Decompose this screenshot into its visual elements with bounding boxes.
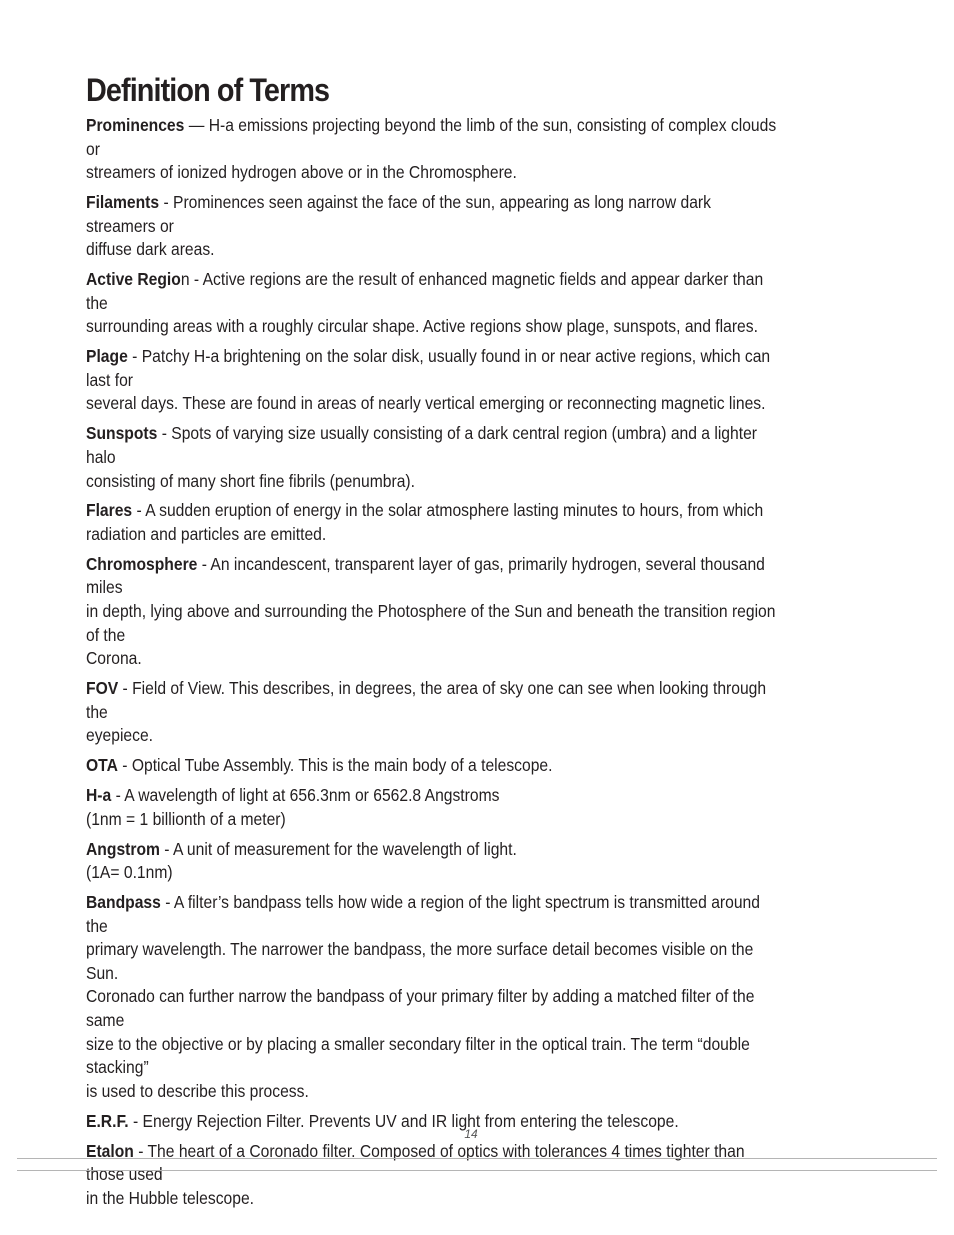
term-ota [86, 754, 778, 778]
terms-list [86, 114, 944, 1217]
term-bandpass [86, 891, 778, 1103]
term-name: Etalon [86, 1140, 134, 1161]
term-definition: - A wavelength of light at 656.3nm or 6562.8 Angstroms (1nm = 1 billionth of a meter) [86, 785, 500, 829]
term-filaments [86, 191, 778, 262]
term-definition: - An incandescent, transparent layer of gas, primarily hydrogen, several thousand miles in depth, lying above and surrounding the Photosphere of the Sun and beneath the transition region of the Corona. [86, 553, 776, 669]
footer-divider [17, 1158, 937, 1159]
term-name: Filaments [86, 192, 160, 213]
term-active-region [86, 268, 778, 339]
term-name: Flares [86, 500, 133, 521]
term-sunspots [86, 422, 778, 493]
term-h-alpha [86, 784, 778, 831]
term-flares [86, 499, 778, 546]
term-definition: — H-a emissions projecting beyond the limb of the sun, consisting of complex clouds or streamers of ionized hydrogen above or in the Chromosphere. [86, 115, 777, 183]
term-definition: - The heart of a Coronado filter. Composed of optics with tolerances 4 times tighter than those used in the Hubble telescope. [86, 1140, 745, 1208]
term-definition: - A sudden eruption of energy in the solar atmosphere lasting minutes to hours, from which radiation and particles are emitted. [86, 500, 764, 544]
term-name: Plage [86, 346, 128, 367]
term-plage [86, 345, 778, 416]
term-name: H-a [86, 785, 112, 806]
term-name: Bandpass [86, 892, 161, 913]
term-name: E.R.F. [86, 1110, 129, 1131]
term-name: Angstrom [86, 838, 160, 859]
term-definition: - Prominences seen against the face of the sun, appearing as long narrow dark streamers or diffuse dark areas. [86, 192, 711, 260]
term-name: Chromosphere [86, 553, 198, 574]
term-name: Sunspots [86, 423, 158, 444]
term-definition: - Patchy H-a brightening on the solar disk, usually found in or near active regions, which can last for several days. These are found in areas of nearly vertical emerging or reconnecting magnetic lines. [86, 346, 771, 414]
term-definition: - Optical Tube Assembly. This is the main body of a telescope. [117, 755, 553, 776]
footer-divider [17, 1170, 937, 1171]
page-title: Definition of Terms [86, 72, 330, 108]
page-number: 14 [464, 1127, 478, 1141]
term-chromosphere [86, 553, 778, 671]
term-etalon [86, 1140, 778, 1211]
term-name: OTA [86, 755, 118, 776]
term-definition: n - Active regions are the result of enhanced magnetic fields and appear darker than the surrounding areas with a roughly circular shape. Active regions show plage, sunspots, and flares. [86, 269, 764, 337]
term-name: FOV [86, 678, 119, 699]
term-angstrom [86, 838, 778, 885]
term-definition: - A unit of measurement for the wavelength of light. (1A= 0.1nm) [86, 838, 517, 883]
term-prominences [86, 114, 778, 185]
term-definition: - Field of View. This describes, in degrees, the area of sky one can see when looking through the eyepiece. [86, 678, 767, 746]
term-definition: - A filter’s bandpass tells how wide a region of the light spectrum is transmitted around the primary wavelength. The narrower the bandpass, the more surface detail becomes visible on the Sun. Coronado can further narrow the bandpass of your primary filter by adding a matched filter of the same size to the objective or by placing a smaller secondary filter in the optical train. The term “double stacking” is used to describe this process. [86, 892, 760, 1101]
term-fov [86, 677, 778, 748]
term-definition: - Spots of varying size usually consisting of a dark central region (umbra) and a lighter halo consisting of many short fine fibrils (penumbra). [86, 423, 758, 491]
term-definition: - Energy Rejection Filter. Prevents UV and IR light from entering the telescope. [128, 1110, 679, 1131]
term-name: Prominences [86, 115, 185, 135]
term-name: Active Regio [86, 269, 181, 290]
